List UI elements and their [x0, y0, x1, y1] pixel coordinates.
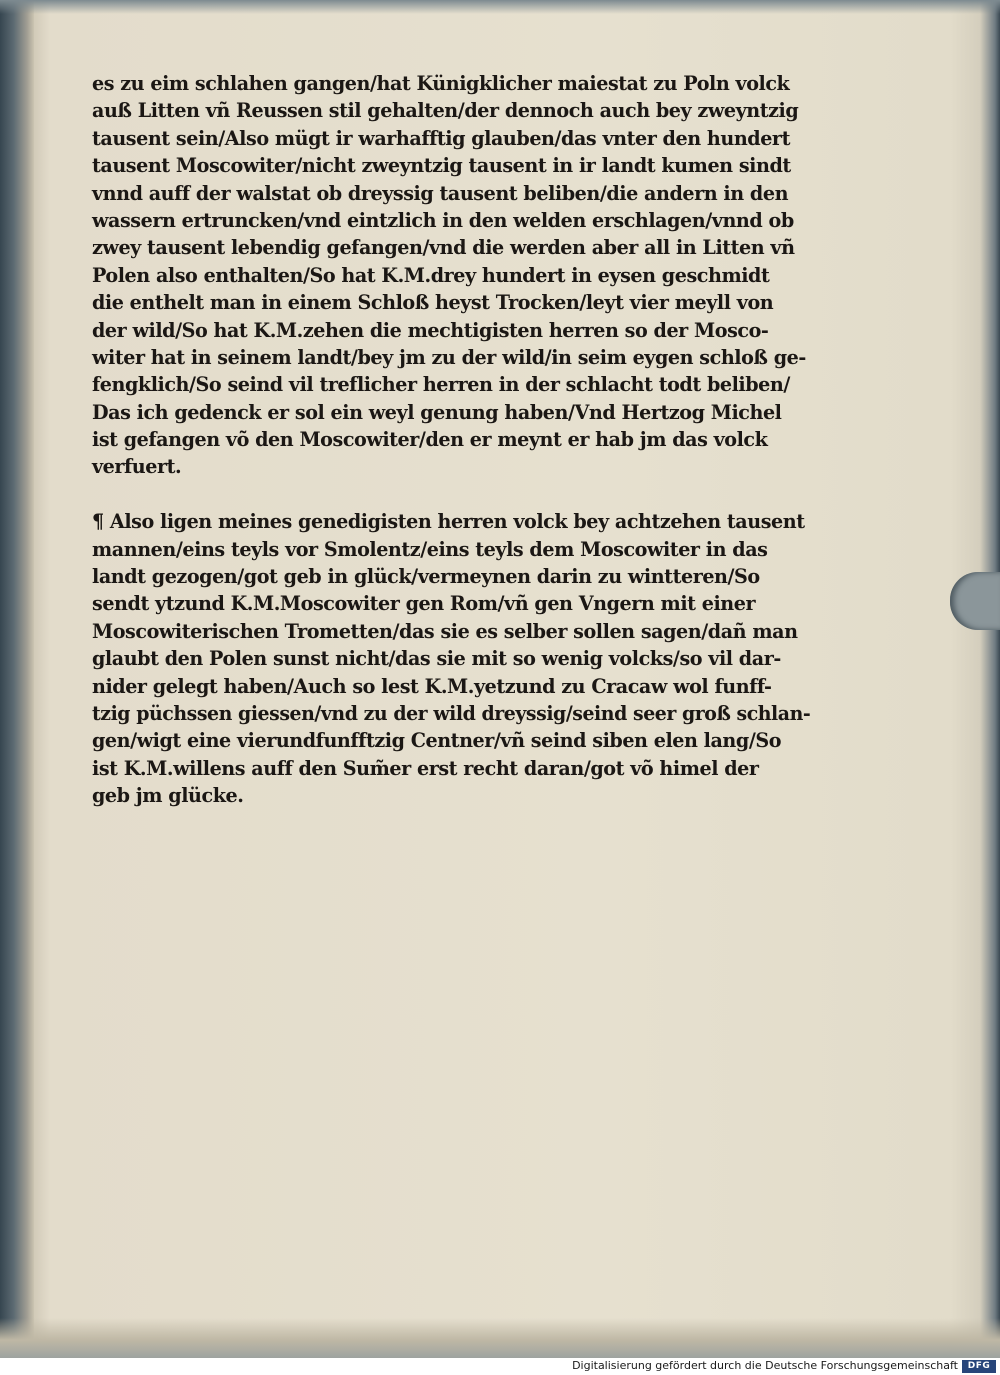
text-line: verfuert. — [92, 455, 182, 479]
text-line: Moscowiterischen Trometten/das sie es selber sollen sagen/dañ man — [92, 619, 798, 643]
text-line: landt gezogen/got geb in glück/vermeynen darin zu wintteren/So — [92, 565, 760, 589]
text-line: ist K.M.willens auff den Sum̃er erst recht daran/got võ himel der — [92, 756, 759, 780]
text-line: witer hat in seinem landt/bey jm zu der wild/in seim eygen schloß ge- — [92, 345, 806, 369]
text-line: tausent Moscowiter/nicht zweyntzig tausent in ir landt kumen sindt — [92, 154, 791, 178]
text-line: wassern ertruncken/vnd eintzlich in den welden erschlagen/vnnd ob — [92, 208, 794, 232]
text-line: nider gelegt haben/Auch so lest K.M.yetzund zu Cracaw wol funff- — [92, 674, 772, 698]
text-line: es zu eim schlahen gangen/hat Künigklicher maiestat zu Poln volck — [92, 72, 790, 95]
text-line: fengklich/So seind vil treflicher herren in der schlacht todt beliben/ — [92, 373, 790, 397]
book-gutter — [0, 0, 34, 1358]
text-line: der wild/So hat K.M.zehen die mechtigisten herren so der Mosco- — [92, 318, 769, 342]
text-line: tzig püchssen giessen/vnd zu der wild dreyssig/seind seer groß schlan- — [92, 701, 811, 725]
text-line: Das ich gedenck er sol ein weyl genung haben/Vnd Hertzog Michel — [92, 400, 782, 424]
page-tab-marker — [950, 572, 1000, 630]
page-bottom-edge — [0, 1318, 1000, 1358]
text-line: tausent sein/Also mügt ir warhafftig glauben/das vnter den hundert — [92, 126, 790, 150]
text-line: ¶ Also ligen meines genedigisten herren volck bey achtzehen tausent — [92, 510, 805, 534]
paragraph-1 — [92, 70, 812, 481]
text-line: auß Litten vñ Reussen stil gehalten/der dennoch auch bey zweyntzig — [92, 99, 799, 123]
dfg-logo: DFG — [962, 1360, 996, 1373]
text-line: zwey tausent lebendig gefangen/vnd die werden aber all in Litten vñ — [92, 236, 795, 260]
funding-credit: Digitalisierung gefördert durch die Deutsche Forschungsgemeinschaft — [572, 1359, 958, 1372]
page-top-edge — [0, 0, 1000, 14]
body-text — [92, 70, 812, 810]
paragraph-spacer — [92, 481, 812, 508]
text-line: Polen also enthalten/So hat K.M.drey hundert in eysen geschmidt — [92, 263, 770, 287]
text-line: vnnd auff der walstat ob dreyssig tausent beliben/die andern in den — [92, 181, 789, 205]
text-line: die enthelt man in einem Schloß heyst Trocken/leyt vier meyll von — [92, 291, 774, 315]
text-line: sendt ytzund K.M.Moscowiter gen Rom/vñ gen Vngern mit einer — [92, 592, 756, 616]
paragraph-2 — [92, 508, 812, 809]
text-line: ist gefangen võ den Moscowiter/den er meynt er hab jm das volck — [92, 428, 768, 452]
text-line: mannen/eins teyls vor Smolentz/eins teyls dem Moscowiter in das — [92, 537, 768, 561]
text-line: glaubt den Polen sunst nicht/das sie mit so wenig volcks/so vil dar- — [92, 647, 781, 671]
text-line: gen/wigt eine vierundfunfftzig Centner/vñ seind siben elen lang/So — [92, 729, 782, 753]
text-line: geb jm glücke. — [92, 784, 244, 808]
